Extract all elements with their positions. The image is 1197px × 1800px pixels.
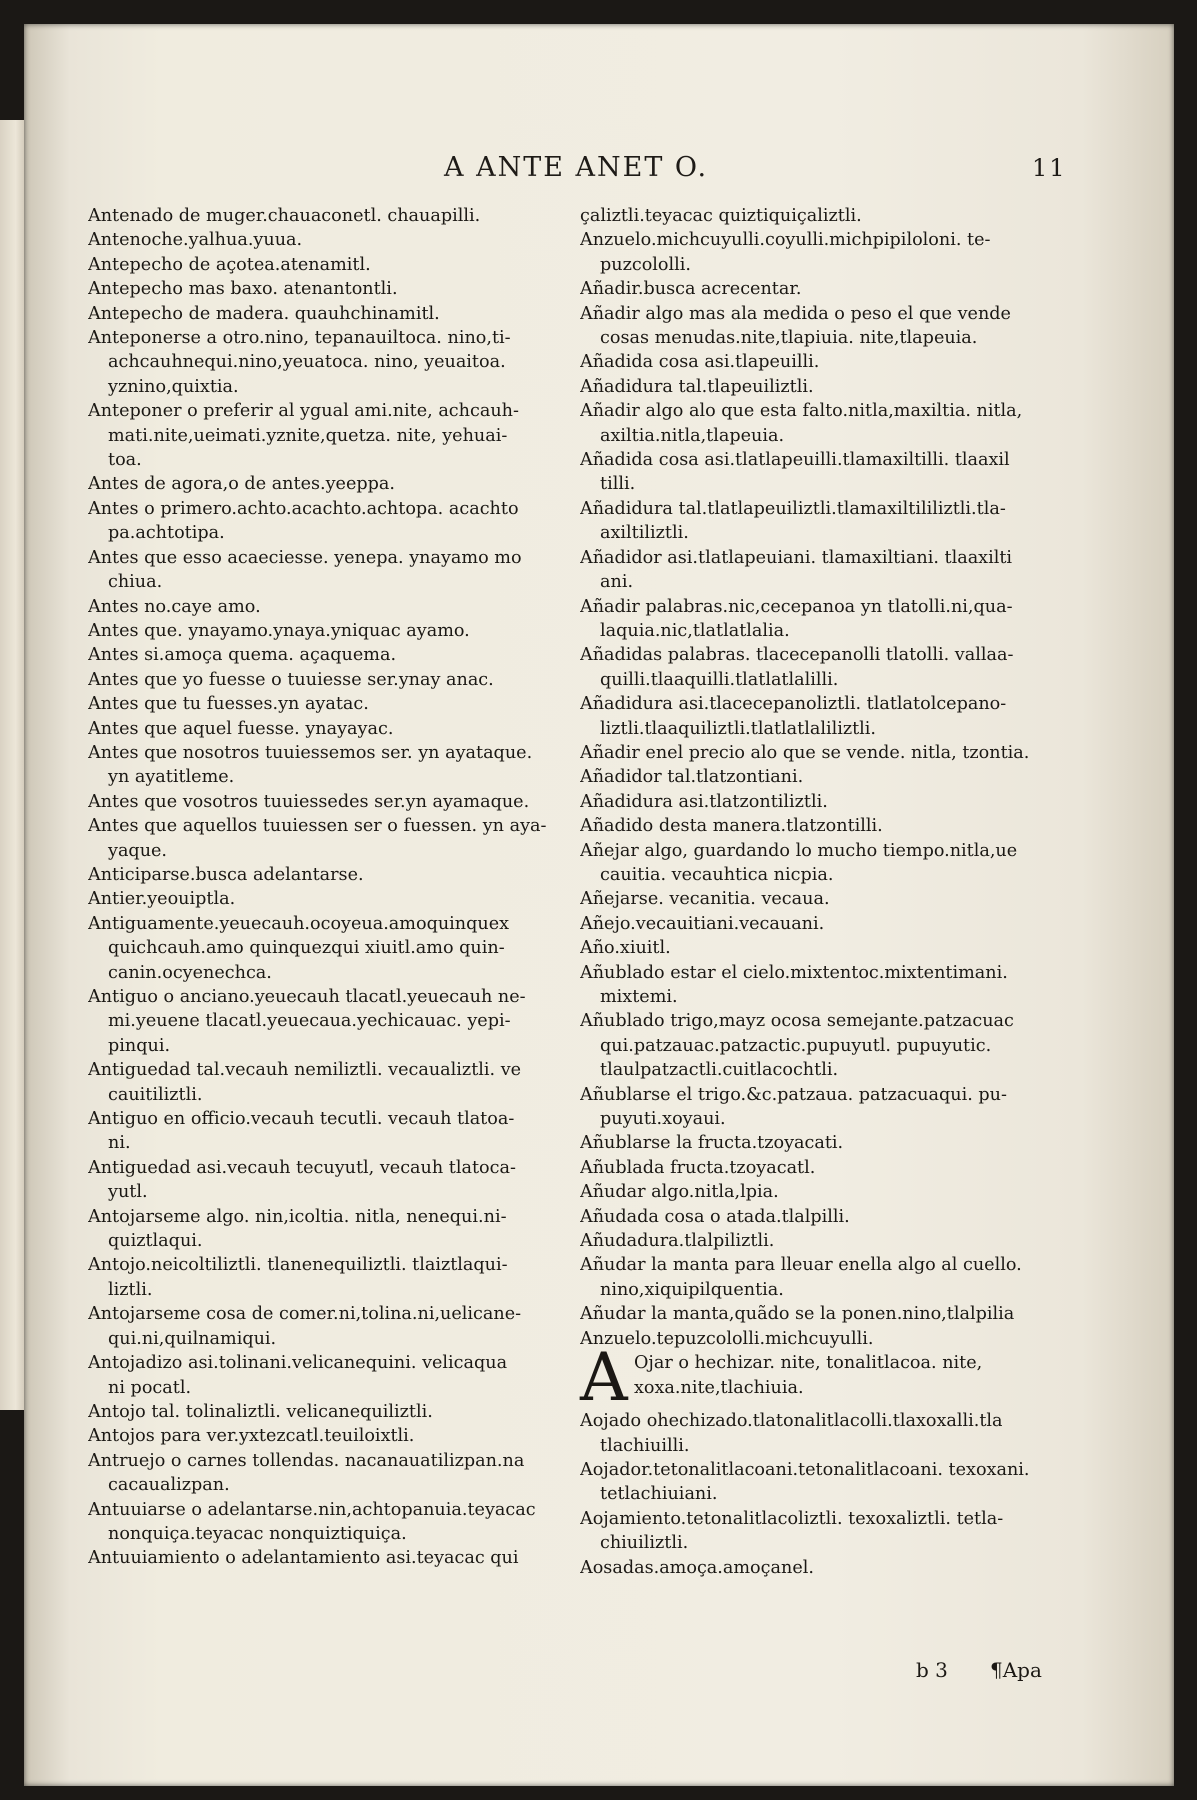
entry-headline: Antojarseme algo. nin,icoltia. nitla, nenequi.ni-: [88, 1206, 507, 1227]
entry-continuation: ni pocatl.: [108, 1377, 192, 1398]
entry-headline: Añadir.busca acrecentar.: [580, 279, 802, 300]
dictionary-entry: [580, 302, 1068, 351]
dictionary-entry: [88, 692, 568, 716]
dictionary-entry: [88, 595, 568, 619]
entry-headline: Antes que nosotros tuuiessemos ser. yn ayataque.: [88, 742, 533, 763]
initial-entry-line: xoxa.nite,tlachiuia.: [634, 1377, 804, 1398]
entry-headline: Antruejo o carnes tollendas. nacanauatilizpan.na: [88, 1450, 525, 1471]
entry-headline: Añudar la manta para lleuar enella algo al cuello.: [580, 1255, 1022, 1276]
entry-headline: Anticiparse.busca adelantarse.: [88, 864, 364, 885]
entry-headline: Añejarse. vecanitia. vecaua.: [580, 889, 830, 910]
right-column-entries-top: [580, 204, 1068, 1351]
entry-continuation: axiltia.nitla,tlapeuia.: [600, 425, 785, 446]
entry-continuation: qui.ni,quilnamiqui.: [108, 1328, 277, 1349]
entry-headline: Antojos para ver.yxtezcatl.teuiloixtli.: [88, 1426, 415, 1447]
entry-continuation: cauitia. vecauhtica nicpia.: [600, 864, 834, 885]
entry-headline: Añadidor asi.tlatlapeuiani. tlamaxiltiani. tlaaxilti: [580, 547, 1013, 568]
dictionary-entry: [580, 1205, 1068, 1229]
section-initial-block: [580, 1339, 1068, 1417]
entry-headline: Antojo tal. tolinaliztli. velicanequiliztli.: [88, 1401, 433, 1422]
entry-continuation: quiztlaqui.: [108, 1231, 203, 1252]
entry-headline: Antes que vosotros tuuiessedes ser.yn ayamaque.: [88, 791, 530, 812]
entry-headline: Añadir algo alo que esta falto.nitla,maxiltia. nitla,: [580, 401, 1023, 422]
entry-headline: Aojamiento.tetonalitlacoliztli. texoxaliztli. tetla-: [580, 1508, 1004, 1529]
entry-headline: Antiguedad tal.vecauh nemiliztli. vecaualiztli. ve: [88, 1060, 522, 1081]
dictionary-entry: [88, 1302, 568, 1351]
page-footer: [24, 1658, 1174, 1688]
entry-headline: Antenoche.yalhua.yuua.: [88, 230, 303, 251]
entry-headline: Antenado de muger.chauaconetl. chauapilli.: [88, 206, 481, 226]
entry-continuation: ani.: [600, 572, 634, 593]
entry-headline: Añublarse la fructa.tzoyacati.: [580, 1133, 844, 1154]
entry-headline: Año.xiuitl.: [580, 938, 671, 959]
dictionary-entry: [88, 814, 568, 863]
dictionary-entry: [580, 961, 1068, 1010]
dictionary-entry: [88, 985, 568, 1058]
dictionary-entry: [580, 790, 1068, 814]
dictionary-entry: [88, 1424, 568, 1448]
entry-headline: Añadida cosa asi.tlapeuilli.: [580, 352, 820, 373]
entry-headline: Añadir enel precio alo que se vende. nitla, tzontia.: [580, 742, 1030, 763]
entry-headline: Añublado estar el cielo.mixtentoc.mixtentimani.: [580, 962, 1008, 983]
drop-cap-initial: A: [580, 1339, 628, 1417]
dictionary-entry: [580, 399, 1068, 448]
dictionary-entry: [88, 546, 568, 595]
entry-headline: Añadidura tal.tlatlapeuiliztli.tlamaxiltililiztli.tla-: [580, 498, 1006, 519]
entry-headline: Añublado trigo,mayz ocosa semejante.patzacuac: [580, 1011, 1014, 1032]
catchword: ¶Apa: [990, 1658, 1042, 1682]
entry-headline: Antiguedad asi.vecauh tecuyutl, vecauh tlatoca-: [88, 1157, 516, 1178]
entry-headline: Añadidor tal.tlatzontiani.: [580, 767, 804, 788]
entry-continuation: chiuiliztli.: [600, 1533, 689, 1554]
dictionary-entry: [580, 1131, 1068, 1155]
entry-headline: Antes que. ynayamo.ynaya.yniquac ayamo.: [88, 620, 470, 641]
dictionary-entry: [580, 643, 1068, 692]
signature-mark: b 3: [916, 1658, 948, 1682]
entry-headline: Antes que aquel fuesse. ynayayac.: [88, 718, 394, 739]
entry-continuation: cosas menudas.nite,tlapiuia. nite,tlapeuia.: [600, 328, 978, 349]
entry-headline: Aosadas.amoça.amoçanel.: [580, 1557, 814, 1578]
dictionary-entry: [580, 1327, 1068, 1351]
entry-headline: Añadidas palabras. tlacecepanolli tlatolli. vallaa-: [580, 645, 1014, 666]
dictionary-entry: [88, 1449, 568, 1498]
entry-continuation: laquia.nic,tlatlatlalia.: [600, 620, 790, 641]
entry-headline: Añadidura asi.tlacecepanoliztli. tlatlatolcepano-: [580, 694, 1007, 715]
dictionary-entry: [580, 1302, 1068, 1326]
entry-headline: Antepecho de madera. quauhchinamitl.: [88, 303, 440, 324]
entry-headline: Añudar algo.nitla,lpia.: [580, 1182, 779, 1203]
entry-headline: Antes de agora,o de antes.yeeppa.: [88, 474, 395, 495]
entry-headline: Antiguamente.yeuecauh.ocoyeua.amoquinquex: [88, 913, 510, 934]
entry-headline: Anteponerse a otro.nino, tepanauiltoca. nino,ti-: [88, 328, 511, 349]
dictionary-entry: [580, 1180, 1068, 1204]
entry-headline: Antes que esso acaeciesse. yenepa. ynayamo mo: [88, 547, 522, 568]
entry-continuation: nino,xiquipilquentia.: [600, 1279, 784, 1300]
dictionary-entry: [580, 936, 1068, 960]
dictionary-entry: [88, 472, 568, 496]
dictionary-entry: [88, 1400, 568, 1424]
dictionary-entry: [580, 350, 1068, 374]
dictionary-entry: [580, 765, 1068, 789]
dictionary-entry: [88, 1156, 568, 1205]
dictionary-entry: [580, 839, 1068, 888]
dictionary-entry: [580, 1229, 1068, 1253]
dictionary-entry: [580, 1009, 1068, 1082]
dictionary-entry: [580, 448, 1068, 497]
entry-headline: Antier.yeouiptla.: [88, 889, 236, 910]
dictionary-entry: [580, 497, 1068, 546]
dictionary-entry: [88, 643, 568, 667]
entry-headline: Añudada cosa o atada.tlalpilli.: [580, 1206, 850, 1227]
dictionary-entry: [580, 1556, 1068, 1580]
dictionary-entry: [580, 204, 1068, 228]
entry-continuation: mixtemi.: [600, 987, 678, 1007]
entry-continuation: yznino,quixtia.: [108, 376, 239, 397]
entry-continuation: cacaualizpan.: [108, 1475, 230, 1496]
dictionary-entry: [88, 497, 568, 546]
entry-headline: Antuuiamiento o adelantamiento asi.teyacac qui: [88, 1548, 519, 1569]
entry-continuation: cauitiliztli.: [108, 1084, 203, 1105]
dictionary-entry: [88, 790, 568, 814]
dictionary-entry: [88, 277, 568, 301]
entry-continuation: chiua.: [108, 572, 163, 593]
dictionary-entry: [88, 1546, 568, 1570]
entry-headline: Antepecho de açotea.atenamitl.: [88, 254, 371, 275]
dictionary-entry: [580, 228, 1068, 277]
entry-headline: Añublada fructa.tzoyacatl.: [580, 1157, 816, 1178]
dictionary-entry: [88, 1058, 568, 1107]
dictionary-entry: [580, 1156, 1068, 1180]
entry-headline: Aojado ohechizado.tlatonalitlacolli.tlaxoxalli.tla: [580, 1411, 1003, 1432]
entry-continuation: puzcololli.: [600, 254, 692, 275]
entry-headline: Añadir palabras.nic,cecepanoa yn tlatolli.ni,qua-: [580, 596, 1013, 617]
entry-headline: Antes que yo fuesse o tuuiesse ser.ynay anac.: [88, 669, 494, 690]
header-title: A ANTE ANET O.: [444, 152, 709, 183]
dictionary-entry: [88, 1498, 568, 1547]
entry-headline: çaliztli.teyacac quiztiquiçaliztli.: [580, 206, 862, 226]
entry-continuation: mati.nite,ueimati.yznite,quetza. nite, yehuai-: [108, 425, 508, 446]
entry-continuation: axiltiliztli.: [600, 523, 689, 544]
dictionary-entry: [580, 595, 1068, 644]
entry-headline: Antuuiarse o adelantarse.nin,achtopanuia.teyacac: [88, 1499, 536, 1520]
initial-entry-line: Ojar o hechizar. nite, tonalitlacoa. nite,: [634, 1353, 983, 1374]
entry-continuation: tetlachiuiani.: [600, 1484, 718, 1505]
entry-headline: Aojador.tetonalitlacoani.tetonalitlacoani. texoxani.: [580, 1459, 1030, 1480]
dictionary-entry: [88, 253, 568, 277]
dictionary-entry: [88, 302, 568, 326]
dictionary-entry: [88, 717, 568, 741]
entry-continuation: ni.: [108, 1133, 131, 1154]
dictionary-entry: [88, 1253, 568, 1302]
entry-headline: Añudar la manta,quãdo se la ponen.nino,tlalpilia: [580, 1304, 1015, 1325]
entry-headline: Anzuelo.michcuyulli.coyulli.michpipiloloni. te-: [580, 230, 991, 251]
dictionary-entry: [88, 619, 568, 643]
entry-continuation: pinqui.: [108, 1035, 171, 1056]
right-column-entries-bottom: [580, 1409, 1068, 1580]
entry-headline: Antojo.neicoltiliztli. tlanenequiliztli. tlaiztlaqui-: [88, 1255, 508, 1276]
dictionary-entry: [88, 228, 568, 252]
entry-headline: Antes que tu fuesses.yn ayatac.: [88, 694, 369, 715]
entry-headline: Antes si.amoça quema. açaquema.: [88, 645, 397, 666]
entry-headline: Añadida cosa asi.tlatlapeuilli.tlamaxiltilli. tlaaxil: [580, 450, 1010, 471]
entry-headline: Antes que aquellos tuuiessen ser o fuessen. yn aya-: [88, 816, 547, 837]
dictionary-entry: [580, 1253, 1068, 1302]
dictionary-entry: [88, 1107, 568, 1156]
dictionary-entry: [580, 692, 1068, 741]
entry-headline: Añejo.vecauitiani.vecauani.: [580, 913, 825, 934]
dictionary-entry: [580, 912, 1068, 936]
entry-headline: Añublarse el trigo.&c.patzaua. patzacuaqui. pu-: [580, 1084, 1007, 1105]
entry-continuation: tlachiuilli.: [600, 1435, 690, 1456]
dictionary-entry: [88, 912, 568, 985]
entry-continuation: liztli.tlaaquiliztli.tlatlatlaliliztli.: [600, 718, 877, 739]
entry-headline: Antepecho mas baxo. atenantontli.: [88, 279, 398, 300]
entry-continuation: mi.yeuene tlacatl.yeuecaua.yechicauac. yepi-: [108, 1011, 511, 1032]
dictionary-entry: [88, 1205, 568, 1254]
page-number: 11: [1032, 154, 1067, 182]
left-column: [88, 204, 568, 1571]
dictionary-entry: [580, 814, 1068, 838]
entry-continuation: yutl.: [108, 1182, 148, 1203]
entry-headline: Anzuelo.tepuzcololli.michcuyulli.: [580, 1328, 874, 1349]
entry-headline: Añudadura.tlalpiliztli.: [580, 1231, 775, 1252]
entry-headline: Añadidura tal.tlapeuiliztli.: [580, 376, 814, 397]
entry-headline: Añejar algo, guardando lo mucho tiempo.nitla,ue: [580, 840, 1018, 861]
dictionary-entry: [88, 741, 568, 790]
dictionary-entry: [88, 863, 568, 887]
entry-continuation: yaque.: [108, 840, 168, 861]
dictionary-entry: [88, 1351, 568, 1400]
dictionary-entry: [580, 277, 1068, 301]
entry-headline: Antiguo o anciano.yeuecauh tlacatl.yeuecauh ne-: [88, 987, 526, 1007]
entry-headline: Antes o primero.achto.acachto.achtopa. acachto: [88, 498, 519, 519]
entry-headline: Anteponer o preferir al ygual ami.nite, achcauh-: [88, 401, 519, 422]
entry-continuation: nonquiça.teyacac nonquiztiquiça.: [108, 1523, 407, 1544]
dictionary-entry: [580, 887, 1068, 911]
dictionary-entry: [580, 1507, 1068, 1556]
entry-headline: Antiguo en officio.vecauh tecutli. vecauh tlatoa-: [88, 1109, 515, 1130]
entry-headline: Antojarseme cosa de comer.ni,tolina.ni,uelicane-: [88, 1304, 522, 1325]
running-header: [24, 152, 1174, 192]
entry-headline: Antes no.caye amo.: [88, 596, 261, 617]
entry-headline: Añadidura asi.tlatzontiliztli.: [580, 791, 828, 812]
entry-continuation: toa.: [108, 450, 142, 471]
right-column: [580, 204, 1068, 1580]
dictionary-entry: [580, 741, 1068, 765]
entry-continuation: liztli.: [108, 1279, 153, 1300]
entry-headline: Añadir algo mas ala medida o peso el que vende: [580, 303, 1011, 324]
entry-continuation: tlaulpatzactli.cuitlacochtli.: [600, 1060, 839, 1081]
dictionary-entry: [88, 326, 568, 399]
dictionary-entry: [88, 204, 568, 228]
entry-continuation: yn ayatitleme.: [108, 767, 235, 788]
entry-continuation: achcauhnequi.nino,yeuatoca. nino, yeuaitoa.: [108, 352, 506, 373]
dictionary-entry: [580, 1409, 1068, 1458]
dictionary-entry: [88, 668, 568, 692]
entry-headline: Añadido desta manera.tlatzontilli.: [580, 816, 883, 837]
dictionary-entry: [580, 375, 1068, 399]
entry-continuation: pa.achtotipa.: [108, 523, 225, 544]
dictionary-entry: [580, 546, 1068, 595]
entry-continuation: tilli.: [600, 474, 636, 495]
entry-continuation: puyuti.xoyaui.: [600, 1109, 726, 1130]
dictionary-entry: [88, 887, 568, 911]
dictionary-page: [24, 24, 1174, 1786]
entry-headline: Antojadizo asi.tolinani.velicanequini. velicaqua: [88, 1353, 508, 1374]
dictionary-entry: [88, 399, 568, 472]
entry-continuation: quichcauh.amo quinquezqui xiuitl.amo quin-: [108, 938, 505, 959]
entry-continuation: qui.patzauac.patzactic.pupuyutl. pupuyutic.: [600, 1035, 992, 1056]
entry-continuation: quilli.tlaaquilli.tlatlatlalilli.: [600, 669, 839, 690]
dictionary-entry: [580, 1083, 1068, 1132]
dictionary-entry: [580, 1458, 1068, 1507]
facing-page-edge: [0, 120, 26, 1410]
entry-continuation: canin.ocyenechca.: [108, 962, 272, 983]
